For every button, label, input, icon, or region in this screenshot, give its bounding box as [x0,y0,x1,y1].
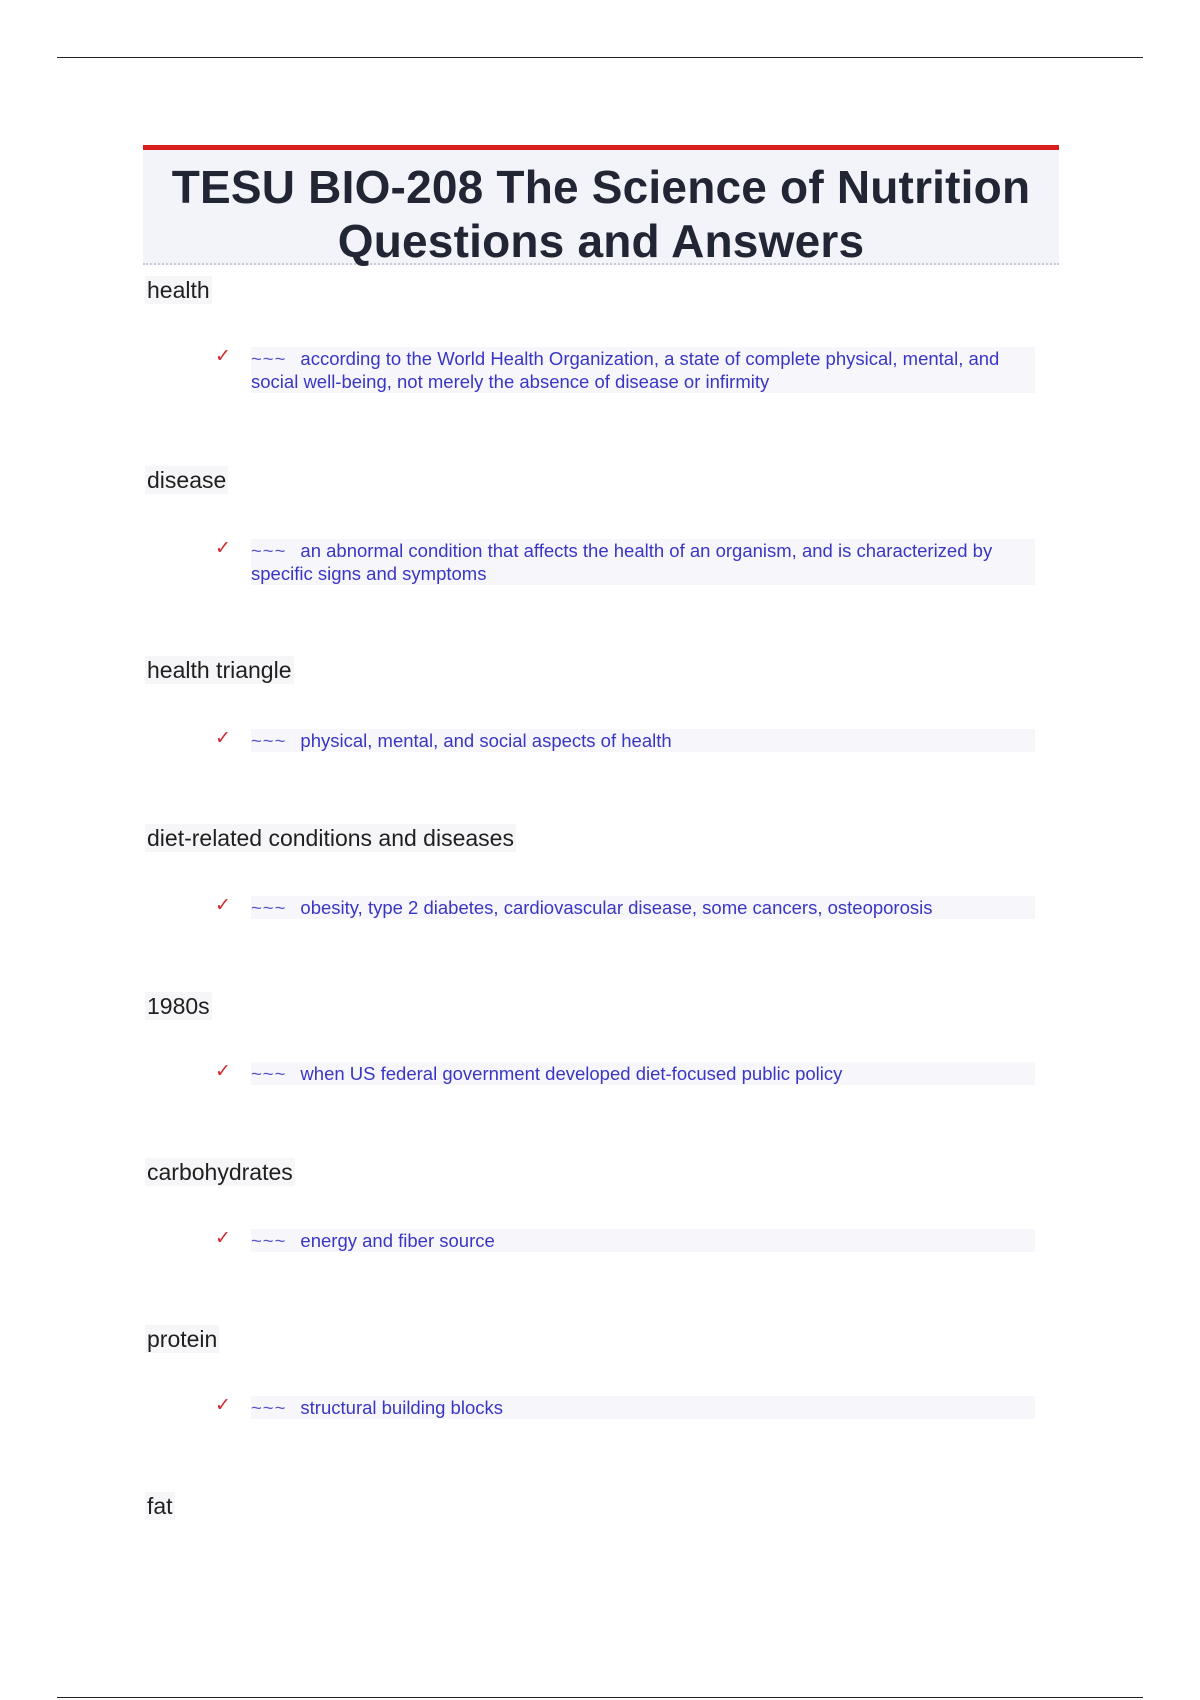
title-line-2: Questions and Answers [337,215,865,267]
answer-protein [215,1396,1035,1419]
answer-prefix: ~~~ [251,1397,287,1418]
answer-text: obesity, type 2 diabetes, cardiovascular disease, some cancers, osteoporosis [300,897,933,918]
answer-body [251,896,1035,919]
check-icon: ✓ [215,894,231,916]
answer-health [215,347,1035,393]
answer-prefix: ~~~ [251,730,287,751]
answer-body [251,729,1035,752]
answer-body [251,347,1035,393]
answer-text: an abnormal condition that affects the health of an organism, and is characterized by specific signs and symptoms [251,540,993,584]
answer-text: structural building blocks [300,1397,503,1418]
term-carbohydrates: carbohydrates [147,1159,293,1185]
title-block [143,145,1059,265]
term-disease: disease [147,467,227,493]
document-title [143,150,1059,268]
answer-body [251,1396,1035,1419]
answer-1980s [215,1062,1035,1085]
check-icon: ✓ [215,1394,231,1416]
answer-prefix: ~~~ [251,540,287,561]
answer-text: energy and fiber source [300,1230,495,1251]
answer-text: according to the World Health Organization, a state of complete physical, mental, and social well-being, not merely the absence of disease or infirmity [251,348,1000,392]
check-icon: ✓ [215,1060,231,1082]
answer-health-triangle [215,729,1035,752]
check-icon: ✓ [215,537,231,559]
answer-prefix: ~~~ [251,1063,287,1084]
term-fat: fat [147,1493,173,1519]
answer-text: physical, mental, and social aspects of health [300,730,672,751]
term-1980s: 1980s [147,993,210,1019]
answer-carbohydrates [215,1229,1035,1252]
check-icon: ✓ [215,345,231,367]
page-bottom-rule [57,1697,1143,1698]
answer-body [251,1062,1035,1085]
term-health: health [147,277,210,303]
term-health-triangle: health triangle [147,657,292,683]
check-icon: ✓ [215,1227,231,1249]
answer-prefix: ~~~ [251,897,287,918]
term-protein: protein [147,1326,218,1352]
check-icon: ✓ [215,727,231,749]
answer-body [251,1229,1035,1252]
title-line-1: TESU BIO-208 The Science of Nutrition [171,161,1031,213]
answer-prefix: ~~~ [251,348,287,369]
page-top-rule [57,57,1143,58]
answer-prefix: ~~~ [251,1230,287,1251]
answer-body [251,539,1035,585]
term-diet-related-conditions: diet-related conditions and diseases [147,825,514,851]
answer-diet-related-conditions [215,896,1035,919]
answer-disease [215,539,1035,585]
answer-text: when US federal government developed diet-focused public policy [300,1063,843,1084]
